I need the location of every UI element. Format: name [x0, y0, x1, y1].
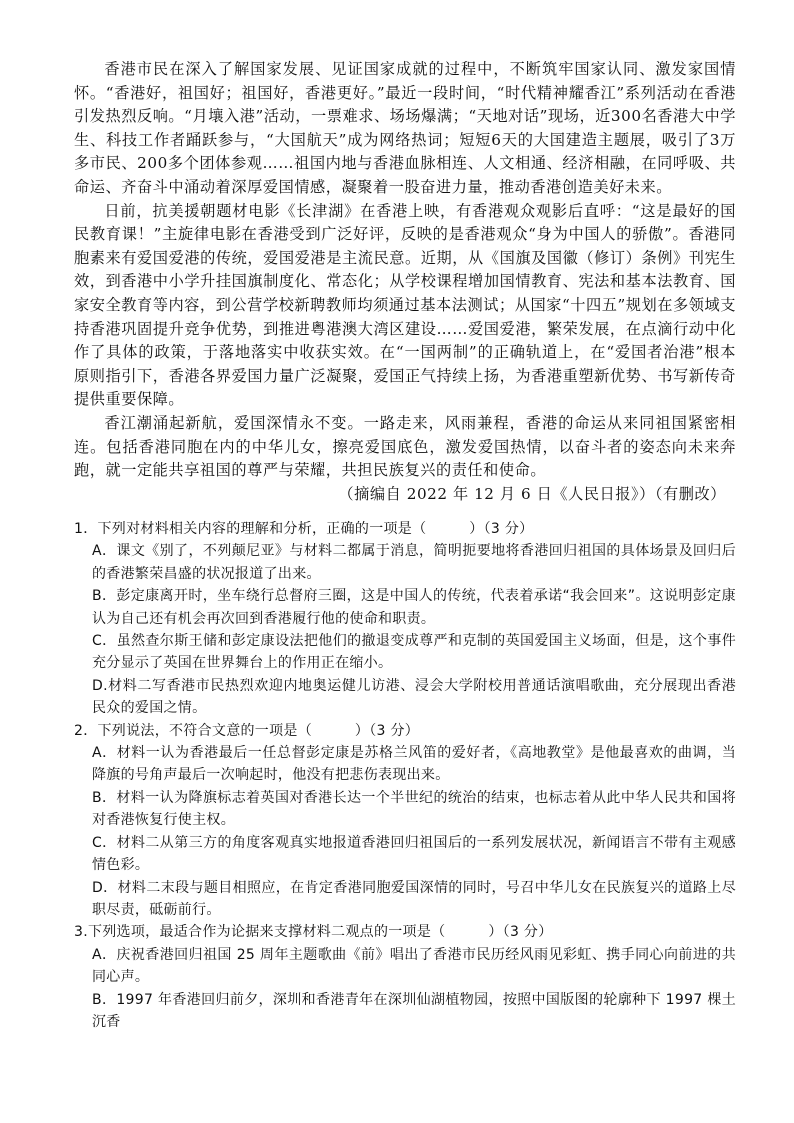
option-a: A．材料一认为香港最后一任总督彭定康是苏格兰风笛的爱好者，《高地教堂》是他最喜欢的曲调，当降旗的号角声最后一次响起时，他没有把悲伤表现出来。 — [92, 745, 736, 784]
question-stem: 3.下列选项，最适合作为论据来支撑材料二观点的一项是（ ）（3 分） — [74, 924, 553, 941]
question-1 — [74, 518, 736, 720]
option-a: A．课文《别了，不列颠尼亚》与材料二都属于消息，简明扼要地将香港回归祖国的具体场景及回归后的香港繁荣昌盛的状况报道了出来。 — [92, 543, 736, 582]
question-list — [74, 518, 736, 1033]
passage-paragraph-3: 香江潮涌起新航，爱国深情永不变。一路走来，风雨兼程，香港的命运从来同祖国紧密相连。包括香港同胞在内的中华儿女，擦亮爱国底色，激发爱国热情，以奋斗者的姿态向未来奔跑，就一定能共享祖国的尊严与荣耀，共担民族复兴的责任和使命。 — [74, 413, 736, 480]
passage-paragraph-2: 日前，抗美援朝题材电影《长津湖》在香港上映，有香港观众观影后直呼：“这是最好的国民教育课！”主旋律电影在香港受到广泛好评，反映的是香港观众“身为中国人的骄傲”。香港同胞素来有爱国爱港的传统，爱国爱港是主流民意。近期，从《国旗及国徽（修订）条例》刊宪生效，到香港中小学升挂国旗制度化、常态化；从学校课程增加国情教育、宪法和基本法教育、国家安全教育等内容，到公营学校新聘教师均须通过基本法测试；从国家“十四五”规划在多领域支持香港巩固提升竞争优势，到推进粤港澳大湾区建设……爱国爱港，繁荣发展，在点滴行动中化作了具体的政策，于落地落实中收获实效。在“一国两制”的正确轨道上，在“爱国者治港”根本原则指引下，香港各界爱国力量广泛凝聚，爱国正气持续上扬，为香港重塑新优势、书写新传奇提供重要保障。 — [74, 201, 736, 409]
option-d: D．材料二末段与题目相照应，在肯定香港同胞爱国深情的同时，号召中华儿女在民族复兴的道路上尽职尽责，砥砺前行。 — [92, 879, 736, 918]
option-d: D.材料二写香港市民热烈欢迎内地奥运健儿访港、浸会大学附校用普通话演唱歌曲，充分展现出香港民众的爱国之情。 — [92, 677, 736, 717]
option-b: B．1997 年香港回归前夕，深圳和香港青年在深圳仙湖植物园，按照中国版图的轮廓种下 1997 棵土沉香 — [92, 991, 736, 1030]
option-a: A．庆祝香港回归祖国 25 周年主题歌曲《前》唱出了香港市民历经风雨见彩虹、携手同心向前进的共同心声。 — [92, 946, 736, 986]
option-c: C．虽然查尔斯王储和彭定康设法把他们的撤退变成尊严和克制的英国爱国主义场面，但是，这个事件充分显示了英国在世界舞台上的作用正在缩小。 — [92, 633, 736, 672]
option-c: C．材料二从第三方的角度客观真实地报道香港回归祖国后的一系列发展状况，新闻语言不带有主观感情色彩。 — [92, 834, 736, 874]
question-3 — [74, 921, 736, 1033]
passage-paragraph-1: 香港市民在深入了解国家发展、见证国家成就的过程中，不断筑牢国家认同、激发家国情怀。“香港好，祖国好；祖国好，香港更好。”最近一段时间，“时代精神耀香江”系列活动在香港引发热烈反响。“月壤入港”活动，一票难求、场场爆满；“天地对话”现场，近300名香港大中学生、科技工作者踊跃参与，“大国航天”成为网络热词；短短6天的大国建造主题展，吸引了3万多市民、200多个团体参观……祖国内地与香港血脉相连、人文相通、经济相融，在同呼吸、共命运、齐奋斗中涌动着深厚爱国情感，凝聚着一股奋进力量，推动香港创造美好未来。 — [74, 60, 736, 196]
option-b: B．彭定康离开时，坐车绕行总督府三圈，这是中国人的传统，代表着承诺“我会回来”。这说明彭定康认为自己还有机会再次回到香港履行他的使命和职责。 — [92, 588, 736, 627]
reading-passage — [74, 58, 736, 506]
option-b: B．材料一认为降旗标志着英国对香港长达一个半世纪的统治的结束，也标志着从此中华人民共和国将对香港恢复行使主权。 — [92, 789, 736, 829]
question-2 — [74, 720, 736, 922]
question-stem: 1．下列对材料相关内容的理解和分析，正确的一项是（ ）（3 分） — [74, 521, 534, 537]
question-stem: 2．下列说法，不符合文意的一项是（ ）（3 分） — [74, 722, 420, 739]
passage-source: （摘编自 2022 年 12 月 6 日《人民日报》）（有删改） — [338, 484, 726, 503]
